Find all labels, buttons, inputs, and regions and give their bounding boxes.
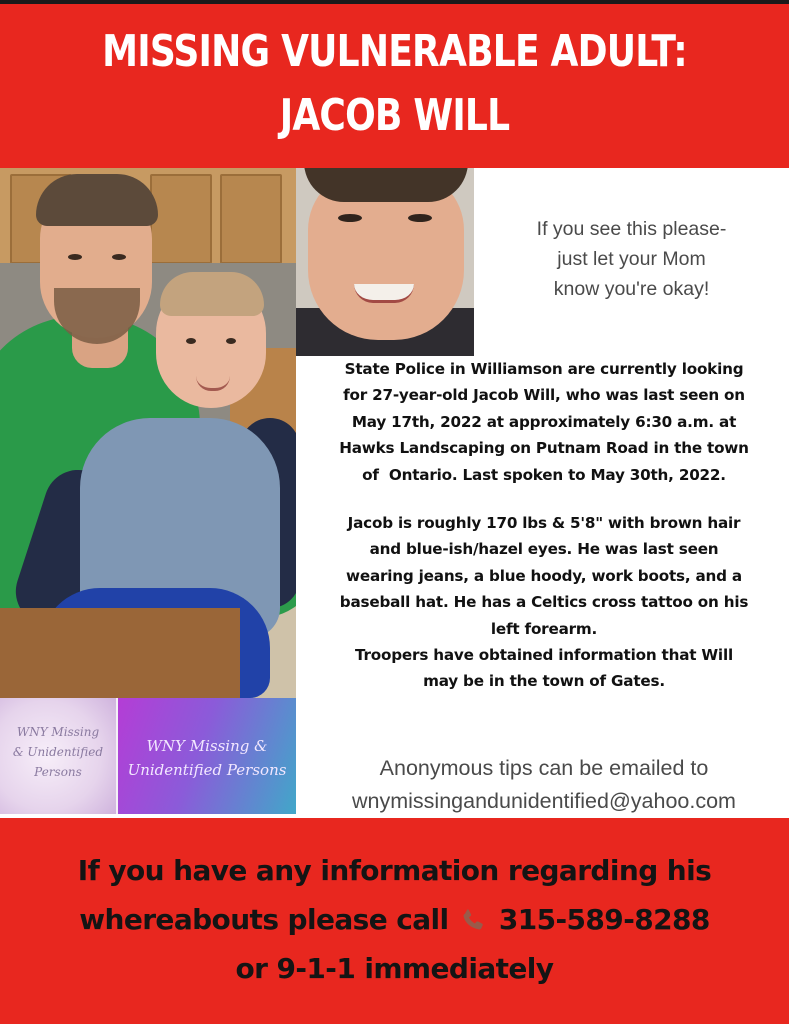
photo-face-eye xyxy=(338,214,362,222)
photo-man-hair xyxy=(36,174,158,226)
description-line: may be in the town of Gates. xyxy=(423,672,665,691)
footer-phone-number: 315-589-8288 xyxy=(498,903,710,936)
logo-script-text xyxy=(0,722,116,782)
description-line: left forearm. xyxy=(490,619,598,638)
photo-child-eye xyxy=(226,338,236,344)
organization-logos xyxy=(0,698,296,814)
footer-banner xyxy=(0,818,789,1024)
description-line: May 17th, 2022 at approximately 6:30 a.m. at xyxy=(351,412,737,431)
description-line: Hawks Landscaping on Putnam Road in the town xyxy=(339,439,749,458)
case-description xyxy=(302,356,786,695)
header-title-line1: MISSING VULNERABLE ADULT: xyxy=(102,26,687,77)
phone-icon xyxy=(460,907,486,933)
header-banner xyxy=(0,4,789,168)
footer-message xyxy=(0,846,789,993)
header-title-line2: JACOB WILL xyxy=(279,90,510,141)
description-line: baseball hat. He has a Celtics cross tattoo on his xyxy=(339,593,749,612)
logo-text-line: Unidentified Persons xyxy=(127,761,287,779)
logo-text-line: WNY Missing & xyxy=(146,737,268,755)
description-line: wearing jeans, a blue hoody, work boots, and a xyxy=(346,566,742,585)
photo-man-eye xyxy=(68,254,82,260)
photo-man-eye xyxy=(112,254,126,260)
logo-text-line: WNY Missing xyxy=(16,725,100,739)
anonymous-tips xyxy=(302,752,786,818)
description-line: Troopers have obtained information that Will xyxy=(355,646,733,665)
photo-face-hair xyxy=(304,168,468,202)
footer-line2 xyxy=(0,895,789,944)
logo-wny-missing-light xyxy=(0,698,116,814)
photo-cabinet-door xyxy=(220,174,282,264)
photo-jacob-face xyxy=(296,168,474,356)
tips-text: Anonymous tips can be emailed to xyxy=(379,756,709,780)
mom-message-line: know you're okay! xyxy=(553,278,710,300)
logo-script-text xyxy=(118,734,296,782)
photo-table xyxy=(0,608,240,698)
mom-message-line: If you see this please- xyxy=(536,218,727,240)
tips-email: wnymissingandunidentified@yahoo.com xyxy=(352,789,736,813)
photo-child-hair xyxy=(160,272,264,316)
photo-face-smile xyxy=(354,284,414,303)
photo-child-eye xyxy=(186,338,196,344)
photo-jacob-with-child xyxy=(0,168,296,698)
photo-face-eye xyxy=(408,214,432,222)
logo-text-line: Persons xyxy=(34,765,82,779)
mom-message xyxy=(474,214,789,304)
logo-wny-missing-gradient xyxy=(118,698,296,814)
description-line: Jacob is roughly 170 lbs & 5'8" with brown hair xyxy=(347,514,741,533)
footer-line1: If you have any information regarding his xyxy=(77,854,712,887)
logo-text-line: & Unidentified xyxy=(12,745,104,759)
footer-call-text: whereabouts please call xyxy=(79,903,449,936)
description-line: State Police in Williamson are currently looking xyxy=(344,360,744,378)
description-line: of Ontario. Last spoken to May 30th, 2022. xyxy=(362,465,726,484)
paragraph-gap xyxy=(302,488,786,510)
description-line: and blue-ish/hazel eyes. He was last seen xyxy=(369,540,719,559)
footer-line3: or 9-1-1 immediately xyxy=(235,952,554,985)
mom-message-line: just let your Mom xyxy=(557,248,706,270)
description-line: for 27-year-old Jacob Will, who was last seen on xyxy=(343,386,745,405)
photo-cabinet-door xyxy=(150,174,212,264)
